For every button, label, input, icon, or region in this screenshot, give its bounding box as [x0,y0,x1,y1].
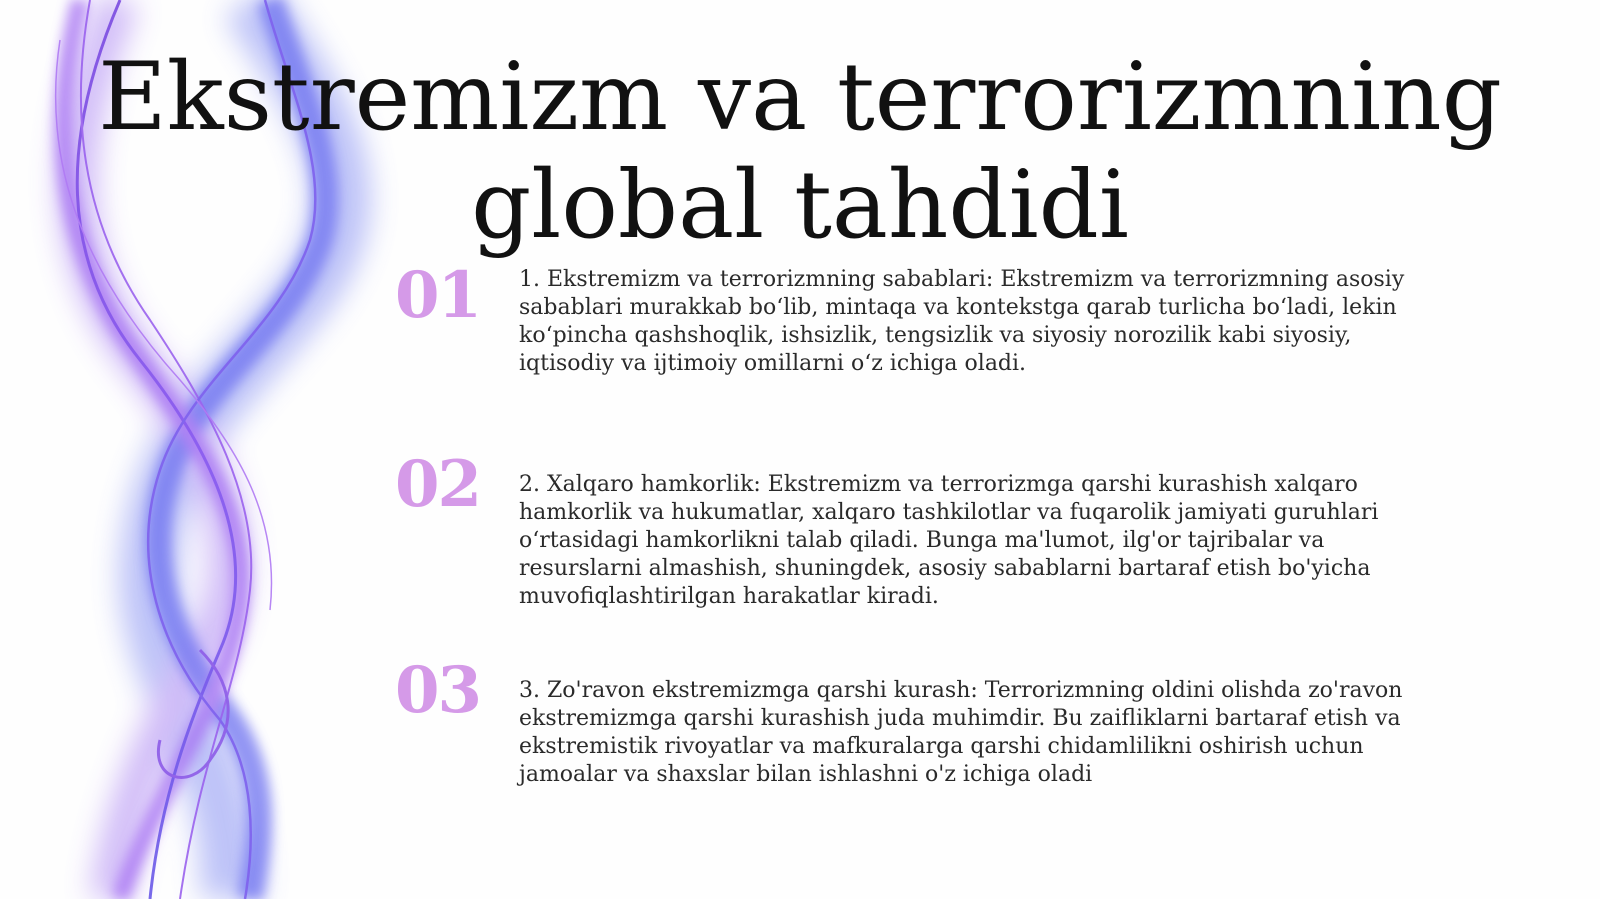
item-text: 2. Xalqaro hamkorlik: Ekstremizm va terrorizmga qarshi kurashish xalqaro hamkorlik va hukumatlar, xalqaro tashkilotlar va fuqarolik jamiyati guruhlari o‘rtasidagi hamkorlikni talab qiladi. Bunga ma'lumot, ilg'or tajribalar va resurslarni almashish, shuningdek, asosiy sabablarni bartaraf etish bo'yicha muvofiqlashtirilgan harakatlar kiradi. [519,472,1379,609]
slide-title: Ekstremizm va terrorizmning global tahdidi [98,43,1502,260]
item-text: 1. Ekstremizm va terrorizmning sabablari: Ekstremizm va terrorizmning asosiy sabablari murakkab bo‘lib, mintaqa va kontekstga qarab turlicha bo‘ladi, lekin ko‘pincha qashshoqlik, ishsizlik, tengsizlik va siyosiy norozilik kabi siyosiy, iqtisodiy va ijtimoiy omillarni o‘z ichiga oladi. [519,267,1405,376]
item-number: 03 [395,653,481,728]
item-text: 3. Zo'ravon ekstremizmga qarshi kurash: Terrorizmning oldini olishda zo'ravon ekstremizmga qarshi kurashish juda muhimdir. Bu zaifliklarni bartaraf etish va ekstremistik rivoyatlar va mafkuralarga qarshi chidamlilikni oshirish uchun jamoalar va shaxslar bilan ishlashni o'z ichiga oladi [519,678,1403,787]
item-number: 02 [395,447,481,522]
item-number: 01 [395,258,481,333]
